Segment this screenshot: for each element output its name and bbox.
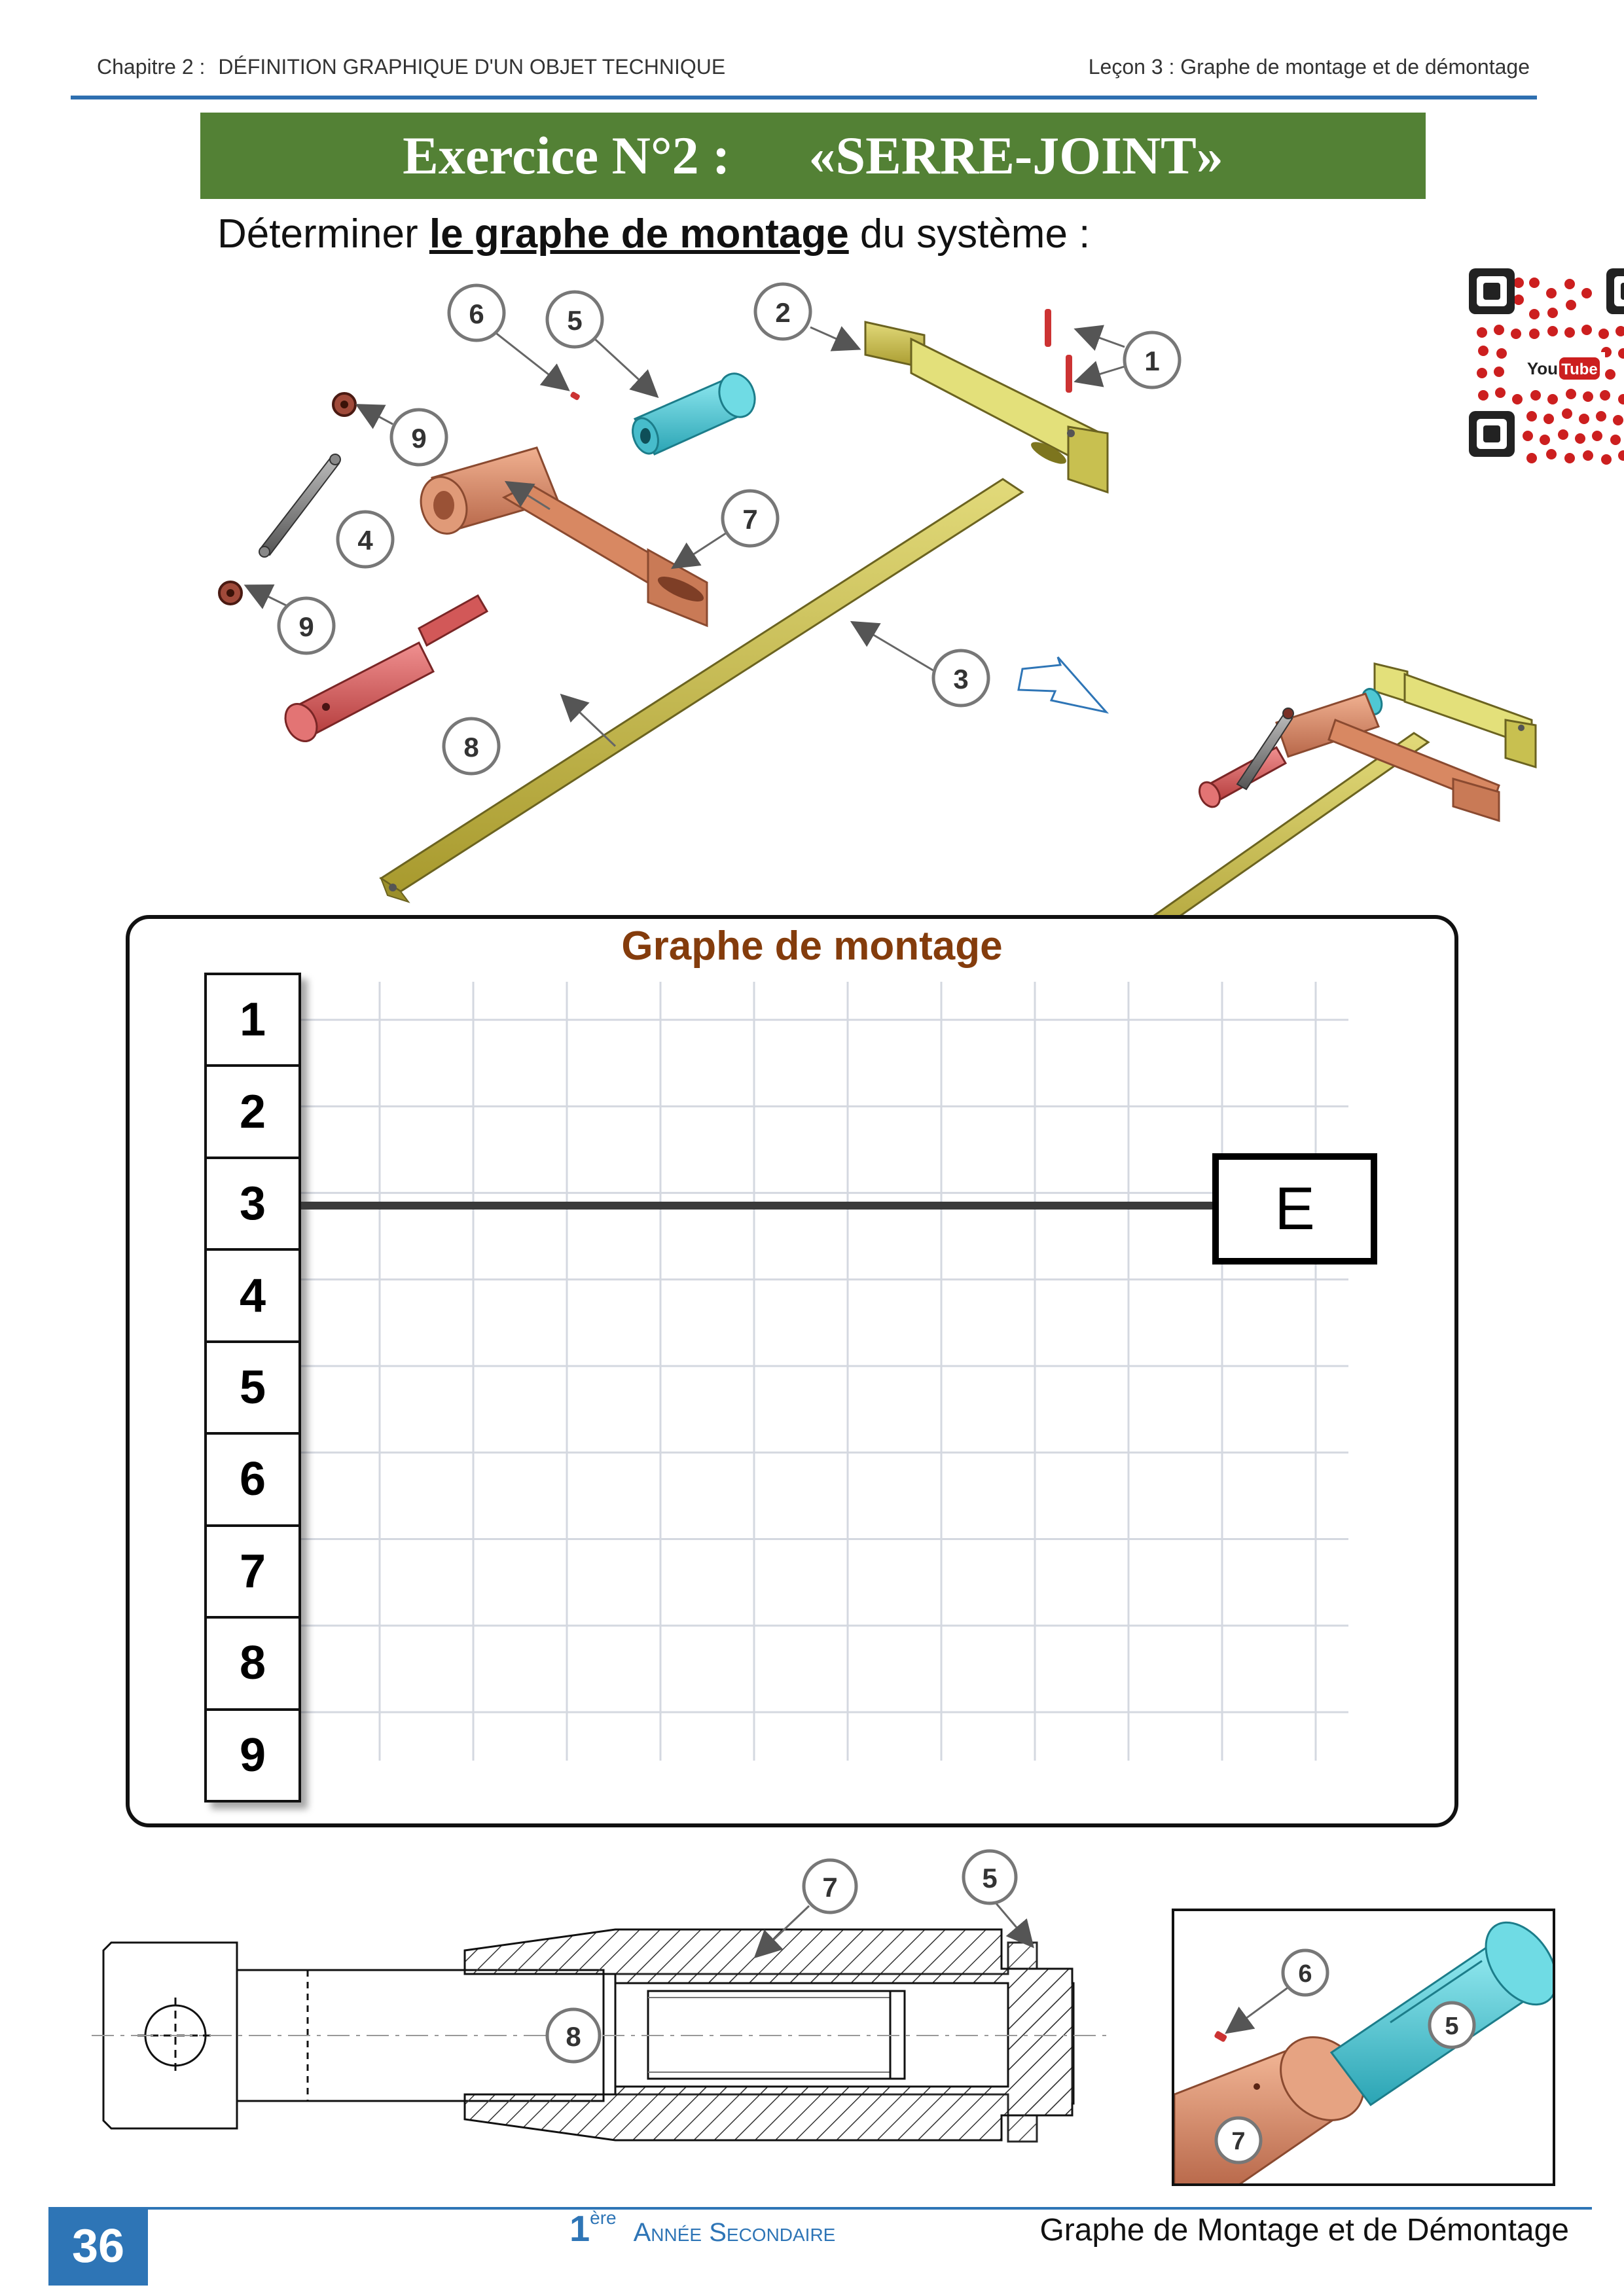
chapter-number: Chapitre 2 : [97,55,206,79]
instruction-text: Déterminer le graphe de montage du système : [217,211,1091,257]
graph-flow-line [301,1202,1212,1210]
page-number: 36 [48,2207,148,2286]
chapter-title: DÉFINITION GRAPHIQUE D'UN OBJET TECHNIQUE [218,55,726,79]
section-callout-8 [547,2009,600,2062]
detail-view-panel [1172,1909,1555,2186]
section-view-drawing [92,1846,1113,2186]
graph-end-box: E [1212,1153,1377,1265]
part-nut-9-top [333,393,355,416]
row-label-6: 6 [207,1435,298,1526]
row-label-5: 5 [207,1343,298,1435]
qr-youtube-tube: Tube [1561,361,1598,378]
svg-text:1: 1 [1144,346,1160,376]
part-fixed-jaw-2 [865,322,1108,492]
svg-text:8: 8 [566,2021,581,2052]
graph-row-labels [204,973,301,1803]
callout-8 [444,719,499,774]
svg-text:7: 7 [1231,2128,1246,2155]
callout-7 [723,491,778,546]
graph-grid [301,982,1348,1761]
part-pins-1 [1045,309,1072,393]
row-label-8: 8 [207,1619,298,1710]
part-handle-4 [259,454,340,557]
detail-callout-7 [1216,2118,1261,2162]
chapter-header [97,55,725,79]
svg-text:6: 6 [1298,1960,1312,1988]
exploded-view-drawing [196,262,1624,1021]
row-label-9: 9 [239,1729,266,1782]
svg-text:7: 7 [822,1872,838,1903]
part-nut-9-bottom [219,582,242,604]
qr-code [1469,268,1624,465]
footer-divider [148,2207,1592,2210]
svg-text:5: 5 [982,1863,998,1893]
lesson-header: Leçon 3 : Graphe de montage et de démontage [1088,55,1530,79]
callout-2 [755,284,810,339]
part-bar-3 [381,479,1022,902]
exercise-subject: «SERRE-JOINT» [808,126,1223,185]
footer-title: Graphe de Montage et de Démontage [1039,2213,1569,2248]
footer-grade: 1èreAnnée Secondaire [569,2208,836,2249]
callout-4 [338,512,393,567]
svg-text:5: 5 [567,305,583,336]
graph-title: Graphe de montage [621,924,1003,969]
row-label-4: 4 [207,1251,298,1342]
svg-text:7: 7 [742,504,758,535]
svg-text:3: 3 [953,664,969,694]
callout-9-top [391,410,446,465]
qr-youtube-you: You [1526,359,1558,378]
callout-1 [1125,332,1180,387]
row-label-1: 1 [207,975,298,1067]
detail-callout-6 [1283,1950,1327,1995]
detail-callout-5 [1430,2003,1474,2047]
svg-text:6: 6 [469,298,484,329]
svg-text:9: 9 [298,611,314,642]
svg-text:5: 5 [1445,2013,1459,2040]
part-slider-7 [414,448,707,626]
svg-text:9: 9 [411,423,427,454]
row-label-2: 2 [207,1067,298,1158]
exercise-banner [200,113,1426,199]
section-callout-7 [804,1860,856,1912]
detail-view-drawing [1174,1911,1555,2186]
callout-3 [933,651,988,706]
exercise-number: Exercice N°2 : [403,126,731,185]
callout-9-bottom [279,598,334,653]
direction-arrow-icon [1019,657,1106,712]
header-divider [71,96,1537,99]
svg-text:2: 2 [775,297,791,328]
section-callout-5 [964,1851,1016,1903]
part-pin-6 [569,391,581,401]
row-label-3: 3 [207,1159,298,1251]
svg-text:8: 8 [463,732,479,762]
instruction-emphasis: le graphe de montage [429,211,849,257]
svg-text:4: 4 [357,525,373,556]
part-sleeve-5 [628,368,761,457]
row-label-7: 7 [207,1527,298,1619]
callout-6 [449,285,504,340]
callout-5 [547,292,602,347]
